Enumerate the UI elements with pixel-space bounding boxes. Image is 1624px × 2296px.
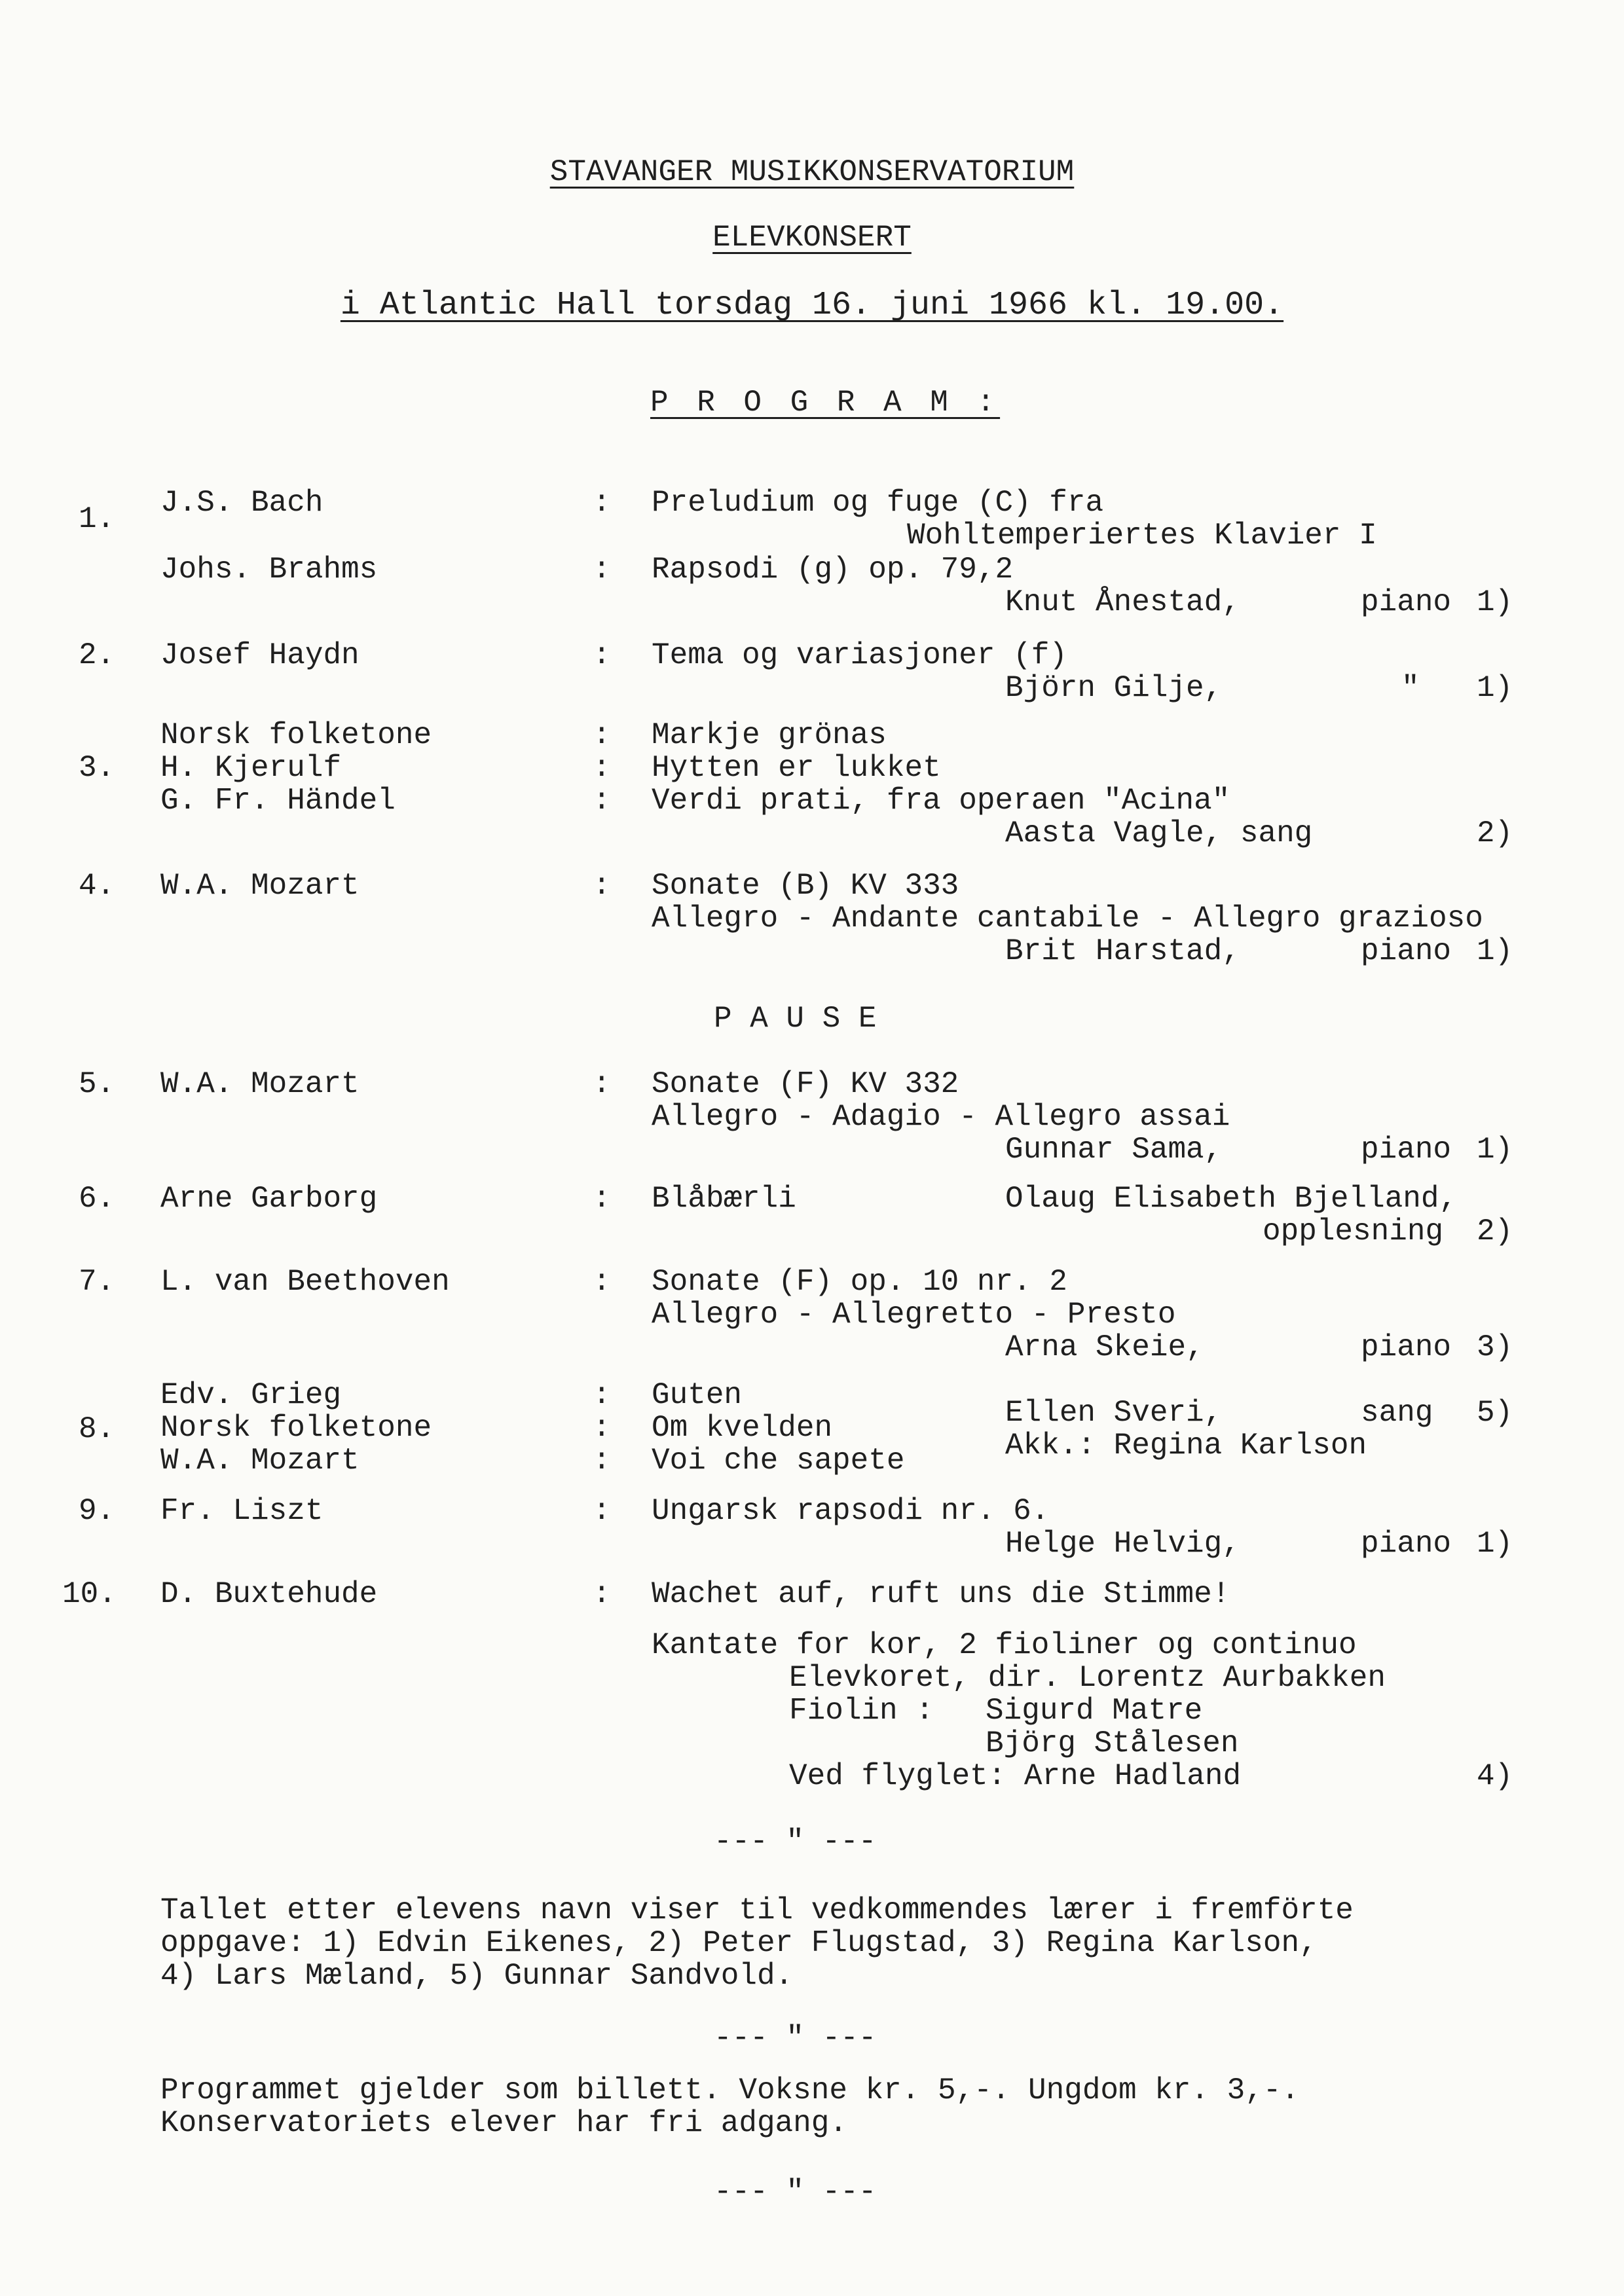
instrument: piano	[1361, 585, 1452, 619]
colon: :	[593, 1444, 611, 1478]
footnote-line: 4) Lars Mæland, 5) Gunnar Sandvold.	[160, 1959, 794, 1993]
item-number: 6.	[79, 1182, 115, 1216]
item-number: 2.	[79, 638, 115, 672]
work-title: Verdi prati, fra operaen "Acina"	[652, 784, 1230, 818]
composer: W.A. Mozart	[160, 869, 360, 903]
colon: :	[593, 784, 611, 818]
work-title: Sonate (B) KV 333	[652, 869, 959, 903]
separator: --- " ---	[714, 2021, 877, 2055]
instrument: piano	[1361, 1330, 1452, 1364]
composer: Arne Garborg	[160, 1182, 378, 1216]
instrument: piano	[1361, 1527, 1452, 1561]
separator: --- " ---	[714, 2175, 877, 2209]
ditto-mark: "	[1401, 671, 1420, 705]
work-title: Blåbærli	[652, 1182, 796, 1216]
colon: :	[593, 751, 611, 785]
item-number: 7.	[79, 1265, 115, 1299]
composer: Edv. Grieg	[160, 1378, 342, 1412]
performer: Gunnar Sama,	[1005, 1133, 1223, 1167]
composer: Norsk folketone	[160, 1411, 432, 1445]
colon: :	[593, 718, 611, 752]
work-title: Sonate (F) op. 10 nr. 2	[652, 1265, 1067, 1299]
colon: :	[593, 553, 611, 587]
teacher-ref: 1)	[1477, 671, 1513, 705]
work-title: Rapsodi (g) op. 79,2	[652, 553, 1014, 587]
choir: Elevkoret, dir. Lorentz Aurbakken	[789, 1661, 1386, 1695]
composer: G. Fr. Händel	[160, 784, 396, 818]
work-title: Preludium og fuge (C) fra	[652, 486, 1104, 520]
work-title: Ungarsk rapsodi nr. 6.	[652, 1494, 1050, 1528]
instrument: piano	[1361, 1133, 1452, 1167]
pianist: Ved flyglet: Arne Hadland	[789, 1759, 1242, 1793]
ticket-line: Programmet gjelder som billett. Voksne kr. 5,-. Ungdom kr. 3,-.	[160, 2073, 1300, 2107]
movements: Allegro - Andante cantabile - Allegro grazioso	[652, 902, 1483, 936]
composer: W.A. Mozart	[160, 1067, 360, 1101]
work-title: Hytten er lukket	[652, 751, 941, 785]
performer: Ellen Sveri,	[1005, 1396, 1223, 1430]
work-title: Wachet auf, ruft uns die Stimme!	[652, 1577, 1230, 1611]
event-title: ELEVKONSERT	[712, 221, 912, 255]
item-number: 4.	[79, 869, 115, 903]
item-number: 10.	[62, 1577, 117, 1611]
ticket-line: Konservatoriets elever har fri adgang.	[160, 2106, 847, 2140]
performer: Aasta Vagle, sang	[1005, 816, 1313, 850]
work-title: Voi che sapete	[652, 1444, 905, 1478]
composer: W.A. Mozart	[160, 1444, 360, 1478]
teacher-ref: 3)	[1477, 1330, 1513, 1364]
colon: :	[593, 1182, 611, 1216]
performer: Olaug Elisabeth Bjelland,	[1005, 1182, 1458, 1216]
violinist: Sigurd Matre	[986, 1694, 1203, 1728]
colon: :	[593, 1411, 611, 1445]
work-title: Wohltemperiertes Klavier I	[907, 519, 1377, 553]
institution-title: STAVANGER MUSIKKONSERVATORIUM	[549, 155, 1075, 189]
composer: J.S. Bach	[160, 486, 323, 520]
colon: :	[593, 869, 611, 903]
composer: L. van Beethoven	[160, 1265, 450, 1299]
composer: Johs. Brahms	[160, 553, 378, 587]
teacher-ref: 1)	[1477, 1133, 1513, 1167]
performer: Arna Skeie,	[1005, 1330, 1204, 1364]
work-title: Guten	[652, 1378, 743, 1412]
composer: Josef Haydn	[160, 638, 360, 672]
composer: Norsk folketone	[160, 718, 432, 752]
item-number: 8.	[79, 1412, 115, 1446]
performer: Björn Gilje,	[1005, 671, 1223, 705]
instrument: piano	[1361, 934, 1452, 968]
teacher-ref: 2)	[1477, 816, 1513, 850]
teacher-ref: 1)	[1477, 1527, 1513, 1561]
separator: --- " ---	[714, 1825, 877, 1859]
item-number: 1.	[79, 502, 115, 536]
colon: :	[593, 638, 611, 672]
colon: :	[593, 1577, 611, 1611]
work-title: Markje grönas	[652, 718, 887, 752]
performer: Knut Ånestad,	[1005, 585, 1240, 619]
colon: :	[593, 1265, 611, 1299]
footnote-line: Tallet etter elevens navn viser til vedkommendes lærer i fremförte	[160, 1893, 1354, 1927]
item-number: 9.	[79, 1494, 115, 1528]
teacher-ref: 1)	[1477, 934, 1513, 968]
composer: Fr. Liszt	[160, 1494, 323, 1528]
teacher-ref: 4)	[1477, 1759, 1513, 1793]
colon: :	[593, 1378, 611, 1412]
violin-label: Fiolin :	[789, 1694, 934, 1728]
item-number: 3.	[79, 751, 115, 785]
colon: :	[593, 1494, 611, 1528]
violinist: Björg Stålesen	[986, 1726, 1239, 1760]
item-number: 5.	[79, 1067, 115, 1101]
performer: Helge Helvig,	[1005, 1527, 1240, 1561]
movements: Allegro - Adagio - Allegro assai	[652, 1100, 1230, 1134]
work-title: Om kvelden	[652, 1411, 833, 1445]
teacher-ref: 5)	[1477, 1396, 1513, 1430]
colon: :	[593, 1067, 611, 1101]
instrument: sang	[1361, 1396, 1433, 1430]
pause-heading: P A U S E	[714, 1002, 877, 1036]
composer: D. Buxtehude	[160, 1577, 378, 1611]
instrument: opplesning	[1263, 1214, 1444, 1248]
colon: :	[593, 486, 611, 520]
work-title: Tema og variasjoner (f)	[652, 638, 1067, 672]
work-description: Kantate for kor, 2 fioliner og continuo	[652, 1628, 1357, 1662]
composer: H. Kjerulf	[160, 751, 342, 785]
teacher-ref: 1)	[1477, 585, 1513, 619]
program-heading: P R O G R A M :	[650, 386, 1001, 420]
performer: Brit Harstad,	[1005, 934, 1240, 968]
accompanist: Akk.: Regina Karlson	[1005, 1429, 1367, 1463]
teacher-ref: 2)	[1477, 1214, 1513, 1248]
venue-date: i Atlantic Hall torsdag 16. juni 1966 kl. 19.00.	[340, 287, 1284, 324]
work-title: Sonate (F) KV 332	[652, 1067, 959, 1101]
footnote-line: oppgave: 1) Edvin Eikenes, 2) Peter Flugstad, 3) Regina Karlson,	[160, 1926, 1318, 1960]
movements: Allegro - Allegretto - Presto	[652, 1298, 1176, 1332]
